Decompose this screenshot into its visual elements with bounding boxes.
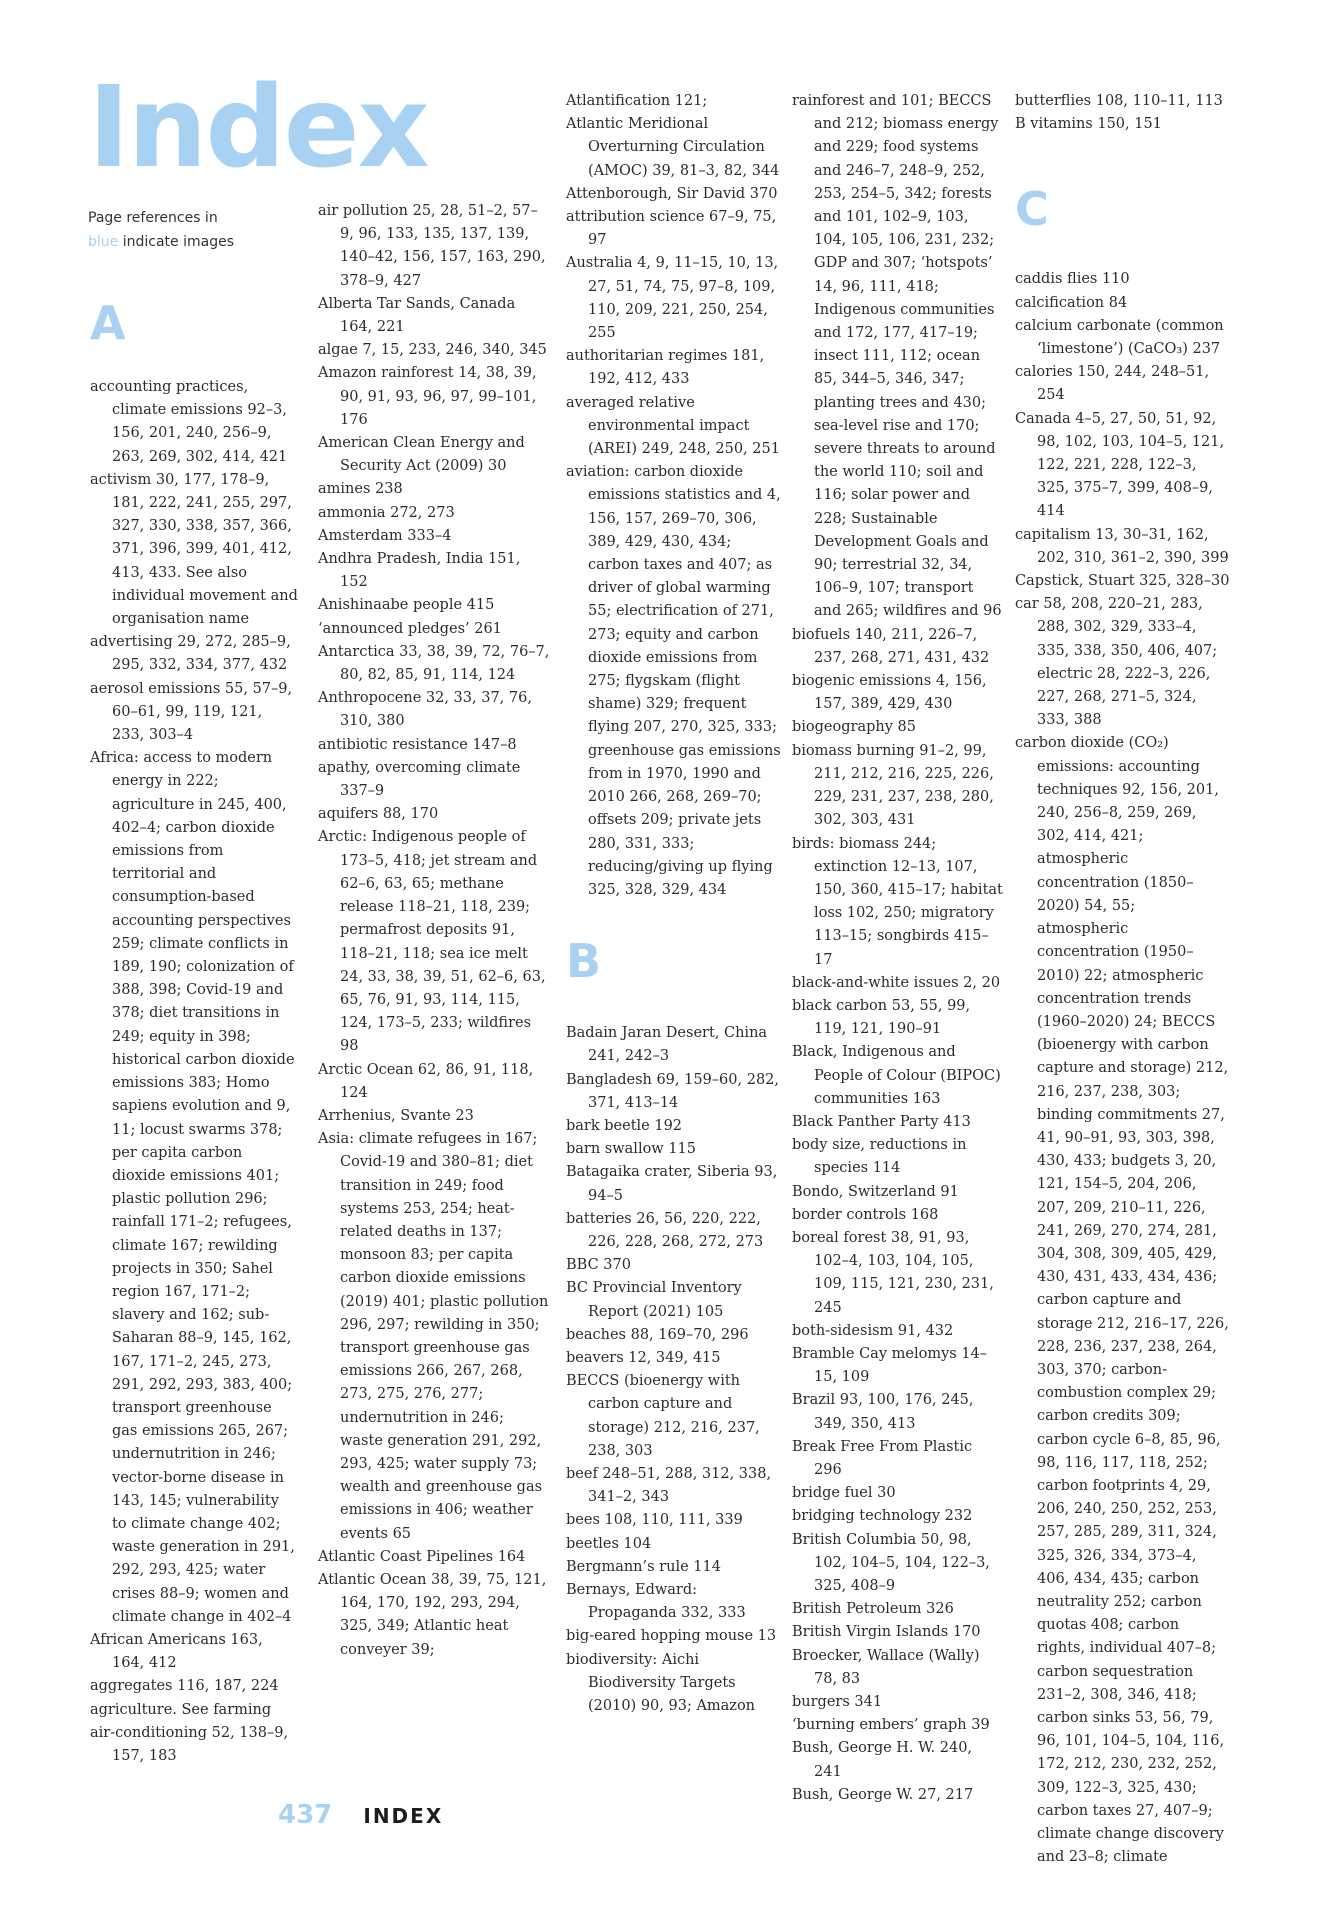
- index-entry: Australia 4, 9, 11–15, 10, 13, 27, 51, 74, 75, 97–8, 109, 110, 209, 221, 250, 254, 255: [566, 255, 779, 342]
- index-entry: Alberta Tar Sands, Canada 164, 221: [318, 295, 516, 336]
- intro-line-2-text: indicate images: [122, 234, 234, 250]
- section-letter-a: A: [90, 296, 126, 350]
- page-number: 437: [278, 1800, 333, 1830]
- index-title: Index: [88, 63, 428, 193]
- index-entry: Bramble Cay melomys 14–15, 109: [792, 1345, 988, 1386]
- index-entry: calories 150, 244, 248–51, 254: [1015, 364, 1210, 404]
- index-entry: Anthropocene 32, 33, 37, 76, 310, 380: [318, 690, 532, 730]
- index-entry: accounting practices, climate emissions 92–3, 156, 201, 240, 256–9, 263, 269, 302, 414, 421: [90, 379, 288, 465]
- index-entry: Arctic: Indigenous people of 173–5, 418; jet stream and 62–6, 63, 65; methane release 118–21, 118, 239; permafrost deposits 91, 118–21, 118; sea ice melt 24, 33, 38, 39, 51, 62–6, 63, 65, 76, 91, 93, 114, 115, 124, 173–5, 233; wildfires 98: [318, 829, 546, 1055]
- footer-label: INDEX: [363, 1804, 444, 1828]
- index-entry: Break Free From Plastic 296: [792, 1438, 973, 1478]
- index-entry: Bush, George W. 27, 217: [792, 1786, 974, 1803]
- index-entry: aquifers 88, 170: [318, 806, 439, 823]
- index-entry: barn swallow 115: [566, 1141, 697, 1158]
- index-entry: beavers 12, 349, 415: [566, 1349, 721, 1366]
- index-entry: aerosol emissions 55, 57–9, 60–61, 99, 119, 121, 233, 303–4: [90, 680, 293, 744]
- index-entry: beaches 88, 169–70, 296: [566, 1326, 749, 1343]
- index-entry: Capstick, Stuart 325, 328–30: [1015, 573, 1230, 590]
- index-entry: BECCS (bioenergy with carbon capture and storage) 212, 216, 237, 238, 303: [566, 1373, 760, 1459]
- index-entry: Black Panther Party 413: [792, 1113, 971, 1130]
- section-letter-c: C: [1015, 182, 1049, 237]
- intro-blue-word: blue: [88, 234, 119, 250]
- index-entry: body size, reductions in species 114: [792, 1137, 967, 1177]
- index-entry: biofuels 140, 211, 226–7, 237, 268, 271, 431, 432: [792, 626, 990, 666]
- index-entry: capitalism 13, 30–31, 162, 202, 310, 361–2, 390, 399: [1015, 526, 1229, 566]
- index-entry: antibiotic resistance 147–8: [318, 736, 517, 753]
- index-entry: algae 7, 15, 233, 246, 340, 345: [318, 342, 547, 359]
- index-column-2: [318, 200, 550, 1662]
- index-entry: Atlantic Ocean 38, 39, 75, 121, 164, 170, 192, 293, 294, 325, 349; Atlantic heat conveyer 39;: [318, 1571, 547, 1658]
- index-entry: car 58, 208, 220–21, 283, 288, 302, 329, 333–4, 335, 338, 350, 406, 407; electric 28, 222–3, 226, 227, 268, 271–5, 324, 333, 388: [1015, 596, 1218, 729]
- index-entry: Amazon rainforest 14, 38, 39, 90, 91, 93, 96, 97, 99–101, 176: [318, 365, 537, 428]
- index-entry: bridging technology 232: [792, 1508, 973, 1525]
- index-entry: British Columbia 50, 98, 102, 104–5, 104, 122–3, 325, 408–9: [792, 1531, 990, 1594]
- index-entry: calcium carbonate (common ‘limestone’) (CaCO₃) 237: [1015, 317, 1224, 358]
- index-entry: Andhra Pradesh, India 151, 152: [318, 551, 521, 591]
- index-column-5: [1015, 90, 1230, 1869]
- index-entry: biomass burning 91–2, 99, 211, 212, 216, 225, 226, 229, 231, 237, 238, 280, 302, 303, 431: [792, 742, 994, 829]
- index-entry: Bergmann’s rule 114: [566, 1558, 721, 1575]
- index-column-3: [566, 90, 781, 1718]
- index-entry: biogeography 85: [792, 719, 916, 736]
- index-entry: British Virgin Islands 170: [792, 1624, 981, 1641]
- index-entry: apathy, overcoming climate 337–9: [318, 759, 521, 800]
- index-entry: authoritarian regimes 181, 192, 412, 433: [566, 348, 765, 388]
- index-entry: calcification 84: [1015, 294, 1128, 311]
- index-entry: averaged relative environmental impact (AREI) 249, 248, 250, 251: [566, 394, 780, 458]
- index-entry: Anishinaabe people 415: [318, 597, 495, 614]
- index-entry: both-sidesism 91, 432: [792, 1322, 954, 1339]
- index-entry: biodiversity: Aichi Biodiversity Targets (2010) 90, 93; Amazon: [566, 1651, 756, 1714]
- index-column-1: [90, 296, 298, 1768]
- index-entry: B vitamins 150, 151: [1015, 116, 1162, 133]
- index-entry: butterflies 108, 110–11, 113: [1015, 93, 1223, 109]
- intro-note: [88, 206, 278, 254]
- index-entry: rainforest and 101; BECCS and 212; biomass energy and 229; food systems and 246–7, 248–9, 252, 253, 254–5, 342; forests and 101, 102–9, 103, 104, 105, 106, 231, 232; GDP and 307; ‘hotspots’ 14, 96, 111, 418; Indigenous communities and 172, 177, 417–19; insect 111, 112; ocean 85, 344–5, 346, 347; planting trees and 430; sea-level rise and 170; severe threats to around the world 110; soil and 116; solar power and 228; Sustainable Development Goals and 90; terrestrial 32, 34, 106–9, 107; transport and 265; wildfires and 96: [792, 93, 1002, 620]
- index-entry: Broecker, Wallace (Wally) 78, 83: [792, 1647, 980, 1687]
- index-entry: Arrhenius, Svante 23: [318, 1107, 474, 1124]
- index-entry: Asia: climate refugees in 167; Covid-19 and 380–81; diet transition in 249; food systems 253, 254; heat-related deaths in 137; monsoon 83; per capita carbon dioxide emissions (2019) 401; plastic pollution 296, 297; rewilding in 350; transport greenhouse gas emissions 266, 267, 268, 273, 275, 276, 277; undernutrition in 246; waste generation 291, 292, 293, 425; water supply 73; wealth and greenhouse gas emissions in 406; weather events 65: [318, 1131, 549, 1542]
- index-entry: Bernays, Edward: Propaganda 332, 333: [566, 1581, 746, 1622]
- index-entry: Batagaika crater, Siberia 93, 94–5: [566, 1164, 778, 1204]
- index-entry: ‘burning embers’ graph 39: [792, 1717, 990, 1734]
- index-entry: Atlantic Coast Pipelines 164: [318, 1548, 526, 1565]
- index-entry: agriculture. See farming: [90, 1701, 272, 1718]
- index-entry: boreal forest 38, 91, 93, 102–4, 103, 104, 105, 109, 115, 121, 230, 231, 245: [792, 1229, 994, 1316]
- index-entry: birds: biomass 244; extinction 12–13, 107, 150, 360, 415–17; habitat loss 102, 250; migratory 113–15; songbirds 415–17: [792, 835, 1003, 968]
- index-entry: batteries 26, 56, 220, 222, 226, 228, 268, 272, 273: [566, 1210, 764, 1250]
- index-entry: biogenic emissions 4, 156, 157, 389, 429, 430: [792, 673, 987, 713]
- index-entry: Atlantification 121;: [566, 93, 708, 109]
- index-entry: Bush, George H. W. 240, 241: [792, 1740, 973, 1780]
- index-entry: air-conditioning 52, 138–9, 157, 183: [90, 1724, 289, 1764]
- index-entry: Amsterdam 333–4: [318, 527, 452, 544]
- index-entry: BBC 370: [566, 1257, 631, 1274]
- index-entry: BC Provincial Inventory Report (2021) 105: [566, 1280, 742, 1320]
- index-entry: Africa: access to modern energy in 222; agriculture in 245, 400, 402–4; carbon dioxide emissions from territorial and consumption-based accounting perspectives 259; climate conflicts in 189, 190; colonization of 388, 398; Covid-19 and 378; diet transitions in 249; equity in 398; historical carbon dioxide emissions 383; Homo sapiens evolution and 9, 11; locust swarms 378; per capita carbon dioxide emissions 401; plastic pollution 296; rainfall 171–2; refugees, climate 167; rewilding projects in 350; Sahel region 167, 171–2; slavery and 162; sub-Saharan 88–9, 145, 162, 167, 171–2, 245, 273, 291, 292, 293, 383, 400; transport greenhouse gas emissions 265, 267; undernutrition in 246; vector-borne disease in 143, 145; vulnerability to climate change 402; waste generation in 291, 292, 293, 425; water crises 88–9; women and climate change in 402–4: [90, 750, 295, 1625]
- index-entry: big-eared hopping mouse 13: [566, 1628, 777, 1645]
- index-entry: attribution science 67–9, 75, 97: [566, 209, 777, 249]
- index-entry: Black, Indigenous and People of Colour (BIPOC) communities 163: [792, 1044, 1001, 1107]
- index-entry: ‘announced pledges’ 261: [318, 620, 502, 637]
- index-entry: aviation: carbon dioxide emissions statistics and 4, 156, 157, 269–70, 306, 389, 429, 430, 434; carbon taxes and 407; as driver of global warming 55; electrification of 271, 273; equity and carbon dioxide emissions from 275; flygskam (flight shame) 329; frequent flying 207, 270, 325, 333; greenhouse gas emissions from in 1970, 1990 and 2010 266, 268, 269–70; offsets 209; private jets 280, 331, 333; reducing/giving up flying 325, 328, 329, 434: [566, 464, 781, 898]
- index-entry: advertising 29, 272, 285–9, 295, 332, 334, 377, 432: [90, 634, 291, 674]
- index-entry: caddis flies 110: [1015, 271, 1130, 288]
- index-entry: beef 248–51, 288, 312, 338, 341–2, 343: [566, 1465, 772, 1506]
- index-entry: ammonia 272, 273: [318, 504, 455, 521]
- index-entry: beetles 104: [566, 1535, 652, 1552]
- index-entry: burgers 341: [792, 1694, 883, 1711]
- index-entry: aggregates 116, 187, 224: [90, 1678, 279, 1695]
- index-entry: amines 238: [318, 481, 403, 498]
- index-entry: Bangladesh 69, 159–60, 282, 371, 413–14: [566, 1071, 780, 1111]
- index-entry: British Petroleum 326: [792, 1601, 954, 1618]
- intro-line-1: Page references in: [88, 210, 218, 226]
- index-entry: border controls 168: [792, 1206, 939, 1223]
- index-entry: Antarctica 33, 38, 39, 72, 76–7, 80, 82, 85, 91, 114, 124: [318, 643, 550, 684]
- index-entry: Arctic Ocean 62, 86, 91, 118, 124: [318, 1061, 534, 1101]
- section-letter-b: B: [566, 934, 602, 989]
- index-entry: bridge fuel 30: [792, 1485, 896, 1502]
- index-entry: African Americans 163, 164, 412: [90, 1631, 263, 1672]
- index-entry: black-and-white issues 2, 20: [792, 974, 1001, 991]
- index-entry: Attenborough, Sir David 370: [566, 185, 778, 202]
- index-entry: carbon dioxide (CO₂) emissions: accounting techniques 92, 156, 201, 240, 256–8, 259, 269, 302, 414, 421; atmospheric concentration (1850–2020) 54, 55; atmospheric concentration (1950–2010) 22; atmospheric concentration trends (1960–2020) 24; BECCS (bioenergy with carbon capture and storage) 212, 216, 237, 238, 303; binding commitments 27, 41, 90–91, 93, 303, 398, 430, 433; budgets 3, 20, 121, 154–5, 204, 206, 207, 209, 210–11, 226, 241, 269, 270, 274, 281, 304, 308, 309, 405, 429, 430, 431, 433, 434, 436; carbon capture and storage 212, 216–17, 226, 228, 236, 237, 238, 264, 303, 370; carbon-combustion complex 29; carbon credits 309; carbon cycle 6–8, 85, 96, 98, 116, 117, 118, 252; carbon footprints 4, 29, 206, 240, 250, 252, 253, 257, 285, 289, 311, 324, 325, 326, 334, 373–4, 406, 434, 435; carbon neutrality 252; carbon quotas 408; carbon rights, individual 407–8; carbon sequestration 231–2, 308, 346, 418; carbon sinks 53, 56, 79, 96, 101, 104–5, 104, 116, 172, 212, 230, 232, 252, 309, 122–3, 325, 430; carbon taxes 27, 407–9; climate change discovery and 23–8; climate: [1015, 735, 1229, 1866]
- intro-line-2: [88, 230, 278, 254]
- page-footer: [278, 1800, 443, 1830]
- index-entry: Brazil 93, 100, 176, 245, 349, 350, 413: [792, 1392, 974, 1432]
- index-entry: Badain Jaran Desert, China 241, 242–3: [566, 1025, 768, 1065]
- index-entry: Bondo, Switzerland 91: [792, 1183, 959, 1200]
- index-entry: American Clean Energy and Security Act (2009) 30: [318, 435, 525, 475]
- index-entry: activism 30, 177, 178–9, 181, 222, 241, 255, 297, 327, 330, 338, 357, 366, 371, 396, 399, 401, 412, 413, 433. See also individual movement and organisation name: [90, 471, 298, 628]
- index-entry: bees 108, 110, 111, 339: [566, 1512, 743, 1529]
- index-entry: Canada 4–5, 27, 50, 51, 92, 98, 102, 103, 104–5, 121, 122, 221, 228, 122–3, 325, 375–7, 399, 408–9, 414: [1015, 410, 1225, 520]
- index-entry: black carbon 53, 55, 99, 119, 121, 190–91: [792, 997, 971, 1038]
- index-entry: bark beetle 192: [566, 1117, 683, 1134]
- index-column-4: [792, 90, 1004, 1807]
- index-entry: air pollution 25, 28, 51–2, 57–9, 96, 133, 135, 137, 139, 140–42, 156, 157, 163, 290, 378–9, 427: [318, 203, 546, 289]
- index-entry: Atlantic Meridional Overturning Circulation (AMOC) 39, 81–3, 82, 344: [566, 116, 780, 179]
